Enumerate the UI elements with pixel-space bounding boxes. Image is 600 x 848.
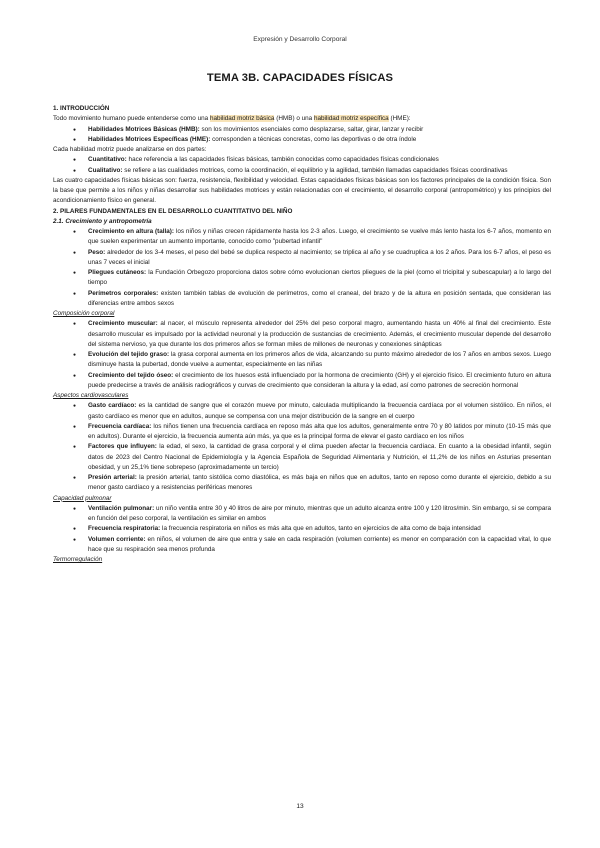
page-number: 13	[296, 803, 304, 810]
list-item	[53, 504, 551, 525]
list-item-text: la Fundación Orbegozo proporciona datos sobre cómo evolucionan ciertos pliegues de la piel (como el tricipital y subescapular) a lo largo del tiempo	[88, 269, 551, 287]
list-item-term: Peso:	[88, 248, 106, 256]
list-item	[53, 422, 551, 443]
running-header: Expresión y Desarrollo Corporal	[253, 36, 347, 43]
list-item-term: Volumen corriente:	[88, 535, 146, 543]
list-item-text: existen también tablas de evolución de perímetros, como el craneal, del brazo y de la altura en posición sentada, que consideran las diferencias entre ambos sexos	[88, 289, 551, 307]
list-item-text: la presión arterial, tanto sistólica como diastólica, es más baja en niños que en adultos, tanto en reposo como durante el ejercicio, debido a su menor gasto cardíaco y a resistencias periféricas menores	[88, 474, 551, 492]
section-heading-introduction: 1. INTRODUCCIÓN	[53, 105, 110, 112]
list-item-term: Factores que influyen:	[88, 443, 157, 451]
list-item-term: Ventilación pulmonar:	[88, 504, 155, 512]
list-item	[53, 125, 551, 135]
list-analysis	[53, 155, 551, 176]
list-item-text: hace referencia a las capacidades físicas básicas, también conocidas como capacidades físicas condicionales	[126, 156, 439, 164]
list-item-term: Crecimiento del tejido óseo:	[88, 371, 174, 379]
list-item-text: es la cantidad de sangre que el corazón mueve por minuto, calculada multiplicando la frecuencia cardíaca por el volumen sistólico. En niños, el gasto cardíaco es menor que en adultos, aunque se compensa con una mejor distribución de la sangre en el cuerpo	[88, 402, 551, 420]
list-item	[53, 535, 551, 556]
page-title: TEMA 3B. CAPACIDADES FÍSICAS	[206, 72, 394, 84]
heading-cardiovascular: Aspectos cardiovasculares	[53, 392, 129, 399]
list-item	[53, 155, 551, 165]
highlight-hmb: habilidad motriz básica	[209, 115, 275, 123]
list-item-term: Cualitativo:	[88, 166, 123, 174]
list-item-text: en niños, el volumen de aire que entra y sale en cada respiración (volumen corriente) es menor en comparación con la capacidad vital, lo que hace que su respiración sea menos profunda	[88, 535, 551, 553]
list-item	[53, 319, 551, 350]
intro-paragraph: Todo movimiento humano puede entenderse como una habilidad motriz básica (HMB) o una habilidad motriz específica (HME):	[53, 115, 411, 123]
analysis-text: Cada habilidad motriz puede analizarse en dos partes:	[53, 146, 207, 153]
list-item	[53, 289, 551, 310]
list-item	[53, 135, 551, 145]
list-item	[53, 166, 551, 176]
document-body	[53, 104, 551, 565]
list-item-term: Crecimiento muscular:	[88, 320, 158, 328]
list-item-term: Cuantitativo:	[88, 156, 127, 164]
list-item-text: los niños tienen una frecuencia cardíaca en reposo más alta que los adultos, generalmente entre 70 y 80 latidos por minuto (10-15 más que en adultos). Durante el ejercicio, la frecuencia aumenta aún más, ya que es la principal forma de elevar el gasto cardíaco en los niños	[88, 422, 551, 440]
list-item-text: la grasa corporal aumenta en los primeros años de vida, alcanzando su punto máximo alrededor de los 7 años en ambos sexos. Luego disminuye hasta la pubertad, donde vuelve a aumentar, especialmente en las niñas	[88, 351, 552, 369]
section-heading-pillars: 2. PILARES FUNDAMENTALES EN EL DESARROLLO CUANTITATIVO DEL NIÑO	[53, 207, 293, 215]
list-item-text: al nacer, el músculo representa alrededor del 25% del peso corporal magro, aumentando hasta un 40% al final del crecimiento. Este desarrollo muscular es impulsado por la actividad neuronal y la producción de sustancias de crecimiento. Además, el crecimiento muscular depende del desarrollo del sistema nervioso, ya que durante los dos primeros años se forman miles de millones de neuronas y conexiones sinápticas	[88, 320, 551, 348]
list-item-term: Frecuencia respiratoria:	[88, 525, 161, 533]
list-item	[53, 442, 551, 473]
list-item-text: un niño ventila entre 30 y 40 litros de aire por minuto, mientras que un adulto alcanza entre 100 y 120 litros/min. Sin embargo, si se compara en función del peso corporal, la ventilación es similar en ambos	[88, 504, 552, 522]
closing-paragraph: Las cuatro capacidades físicas básicas son: fuerza, resistencia, flexibilidad y velocidad. Estas capacidades físicas básicas son los factores principales de la condición física. Son la base que permite a los niños y niñas desarrollar sus habilidades motrices y están relacionadas con el crecimiento, el desarrollo corporal (antropométrico) y los principios del acondicionamiento físico en general.	[53, 176, 551, 205]
list-item	[53, 371, 551, 392]
list-item-term: Habilidades Motrices Básicas (HMB):	[88, 125, 200, 133]
list-item-text: alrededor de los 3-4 meses, el peso del bebé se duplica respecto al nacimiento; se triplica al año y se cuadruplica a los 2 años. Para los 6-7 años, el peso es unas 7 veces el inicial	[88, 248, 551, 266]
list-item-text: la frecuencia respiratoria en niños es más alta que en adultos, tanto en ejercicios de alta como de baja intensidad	[160, 525, 481, 533]
heading-thermoregulation: Termorregulación	[53, 556, 103, 563]
list-item	[53, 227, 551, 248]
list-item	[53, 473, 551, 494]
list-item-text: el crecimiento de los huesos está influenciado por la hormona de crecimiento (GH) y el ejercicio físico. El crecimiento futuro en altura puede predecirse a través de análisis radiográficos y curvas de crecimiento que consideran la altura y la edad, así como patrones de secreción hormonal	[88, 371, 551, 389]
list-item-text: los niños y niñas crecen rápidamente hasta los 2-3 años. Luego, el crecimiento se vuelve más lento hasta los 6-7 años, momento en que suelen experimentar un aumento importante, conocido como "pubertad infantil"	[88, 228, 551, 246]
list-item-text: la edad, el sexo, la cantidad de grasa corporal y el clima pueden afectar la frecuencia cardíaca. En cuanto a la obesidad infantil, según datos de 2023 del Centro Nacional de Epidemiología y la Agencia Española de Seguridad Alimentaria y Nutrición, el 11,2% de los niños en Asturias presentan obesidad, y un 25,1% tiene sobrepeso (aproximadamente un tercio)	[88, 443, 551, 471]
heading-pulmonary: Capacidad pulmonar	[53, 494, 112, 502]
list-item-term: Crecimiento en altura (talla):	[88, 228, 175, 235]
list-pulmonary	[53, 504, 551, 555]
list-item-text: son los movimientos esenciales como desplazarse, saltar, girar, lanzar y recibir	[199, 125, 424, 133]
list-cardiovascular	[53, 401, 551, 493]
list-item-term: Perímetros corporales:	[88, 289, 159, 297]
list-item-term: Pliegues cutáneos:	[88, 269, 147, 276]
list-item-term: Presión arterial:	[88, 474, 137, 481]
list-skills	[53, 125, 551, 146]
list-item	[53, 401, 551, 422]
list-composition	[53, 319, 551, 391]
list-item-text: corresponden a técnicas concretas, como las deportivas o de otra índole	[210, 135, 417, 143]
list-item-term: Frecuencia cardíaca:	[88, 422, 152, 430]
subheading-anthropometry: 2.1. Crecimiento y antropometría	[53, 217, 152, 225]
list-item	[53, 268, 551, 289]
list-item	[53, 350, 551, 371]
list-item-text: se refiere a las cualidades motrices, como la coordinación, el equilibrio y la agilidad, también llamadas capacidades físicas coordinativas	[122, 166, 508, 174]
list-item-term: Evolución del tejido graso:	[88, 351, 170, 358]
list-anthropometry	[53, 227, 551, 309]
list-item	[53, 524, 551, 534]
list-item-term: Habilidades Motrices Específicas (HME):	[88, 135, 211, 143]
list-item-term: Gasto cardíaco:	[88, 402, 137, 410]
list-item	[53, 248, 551, 269]
highlight-hme: habilidad motriz específica	[313, 115, 389, 123]
heading-body-composition: Composición corporal	[53, 310, 115, 317]
